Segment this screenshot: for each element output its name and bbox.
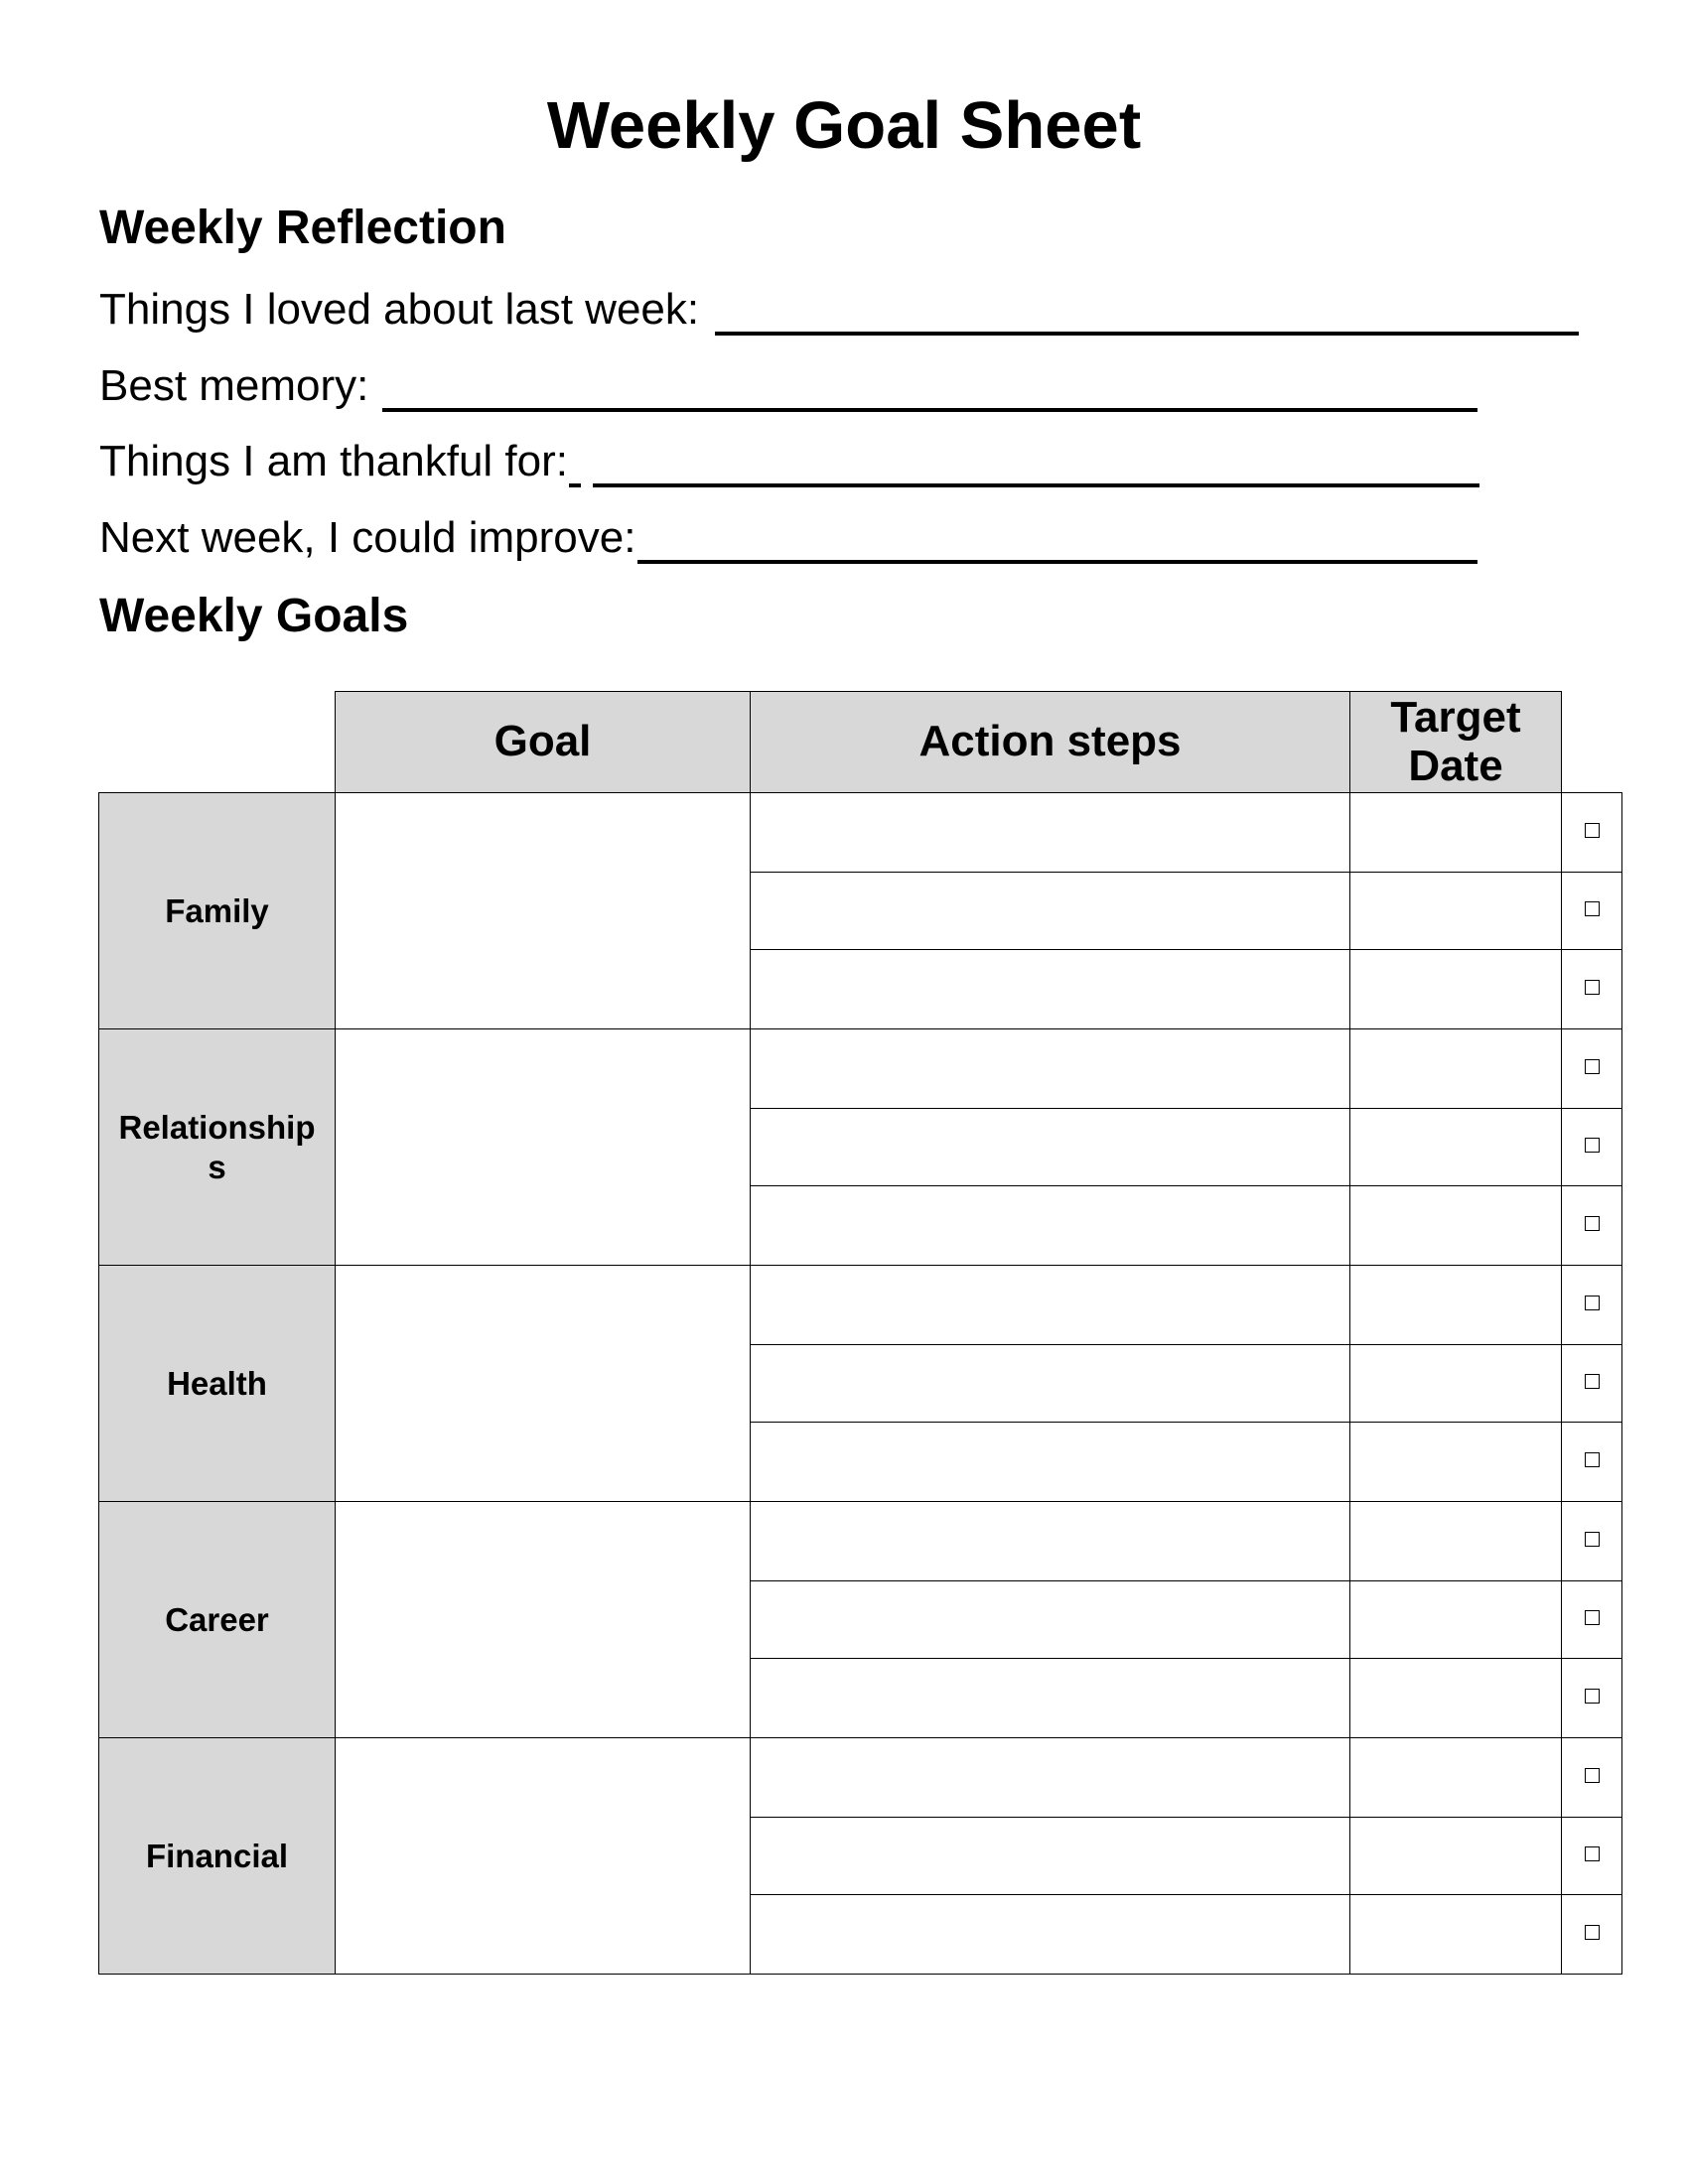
reflection-answer-stub-thankful: [569, 483, 581, 487]
target-date-cell[interactable]: [1350, 1581, 1562, 1659]
column-header-goal: Goal: [336, 692, 751, 793]
table-row: [99, 1502, 1622, 1581]
target-date-cell[interactable]: [1350, 1266, 1562, 1345]
goal-cell[interactable]: [336, 1502, 751, 1738]
category-label: Career: [165, 1600, 269, 1638]
checkbox-cell: [1562, 1895, 1622, 1975]
completion-checkbox[interactable]: [1585, 1768, 1600, 1783]
checkbox-cell: [1562, 1266, 1622, 1345]
category-cell: [99, 1502, 336, 1738]
reflection-prompt-memory: Best memory:: [99, 361, 369, 410]
action-step-cell[interactable]: [751, 1266, 1350, 1345]
target-date-cell[interactable]: [1350, 1186, 1562, 1266]
completion-checkbox[interactable]: [1585, 823, 1600, 838]
completion-checkbox[interactable]: [1585, 1610, 1600, 1625]
table-header-row: [99, 692, 1622, 793]
checkbox-cell: [1562, 950, 1622, 1029]
category-cell: [99, 1738, 336, 1975]
header-blank-check: [1562, 692, 1622, 793]
reflection-prompt-improve: Next week, I could improve:: [99, 513, 636, 562]
reflection-row-improve: [99, 504, 1477, 564]
action-step-cell[interactable]: [751, 1186, 1350, 1266]
header-blank-corner: [99, 692, 336, 793]
category-cell: [99, 793, 336, 1029]
table-row: [99, 1029, 1622, 1109]
goal-cell[interactable]: [336, 1738, 751, 1975]
action-step-cell[interactable]: [751, 1029, 1350, 1109]
action-step-cell[interactable]: [751, 1345, 1350, 1423]
reflection-answer-line-thankful[interactable]: [593, 483, 1479, 487]
checkbox-cell: [1562, 793, 1622, 873]
column-header-target-date: Target Date: [1350, 692, 1562, 793]
action-step-cell[interactable]: [751, 1818, 1350, 1895]
category-label: Family: [165, 891, 269, 929]
completion-checkbox[interactable]: [1585, 1846, 1600, 1861]
checkbox-cell: [1562, 1345, 1622, 1423]
action-step-cell[interactable]: [751, 1659, 1350, 1738]
category-label: Relationships: [118, 1108, 316, 1185]
checkbox-cell: [1562, 1029, 1622, 1109]
action-step-cell[interactable]: [751, 873, 1350, 950]
completion-checkbox[interactable]: [1585, 980, 1600, 995]
checkbox-cell: [1562, 1659, 1622, 1738]
checkbox-cell: [1562, 1423, 1622, 1502]
completion-checkbox[interactable]: [1585, 1452, 1600, 1467]
checkbox-cell: [1562, 1738, 1622, 1818]
goal-cell[interactable]: [336, 793, 751, 1029]
reflection-prompt-thankful: Things I am thankful for:: [99, 437, 568, 485]
table-row: [99, 1266, 1622, 1345]
category-label: Financial: [145, 1837, 289, 1874]
category-label: Health: [167, 1364, 267, 1402]
target-date-cell[interactable]: [1350, 1738, 1562, 1818]
action-step-cell[interactable]: [751, 1423, 1350, 1502]
checkbox-cell: [1562, 1502, 1622, 1581]
completion-checkbox[interactable]: [1585, 1296, 1600, 1310]
page-title: Weekly Goal Sheet: [546, 88, 1142, 163]
completion-checkbox[interactable]: [1585, 1532, 1600, 1547]
action-step-cell[interactable]: [751, 950, 1350, 1029]
table-row: [99, 1738, 1622, 1818]
completion-checkbox[interactable]: [1585, 1374, 1600, 1389]
action-step-cell[interactable]: [751, 1502, 1350, 1581]
completion-checkbox[interactable]: [1585, 901, 1600, 916]
completion-checkbox[interactable]: [1585, 1059, 1600, 1074]
checkbox-cell: [1562, 1109, 1622, 1186]
reflection-answer-line-loved[interactable]: [715, 332, 1579, 336]
category-cell: [99, 1029, 336, 1266]
checkbox-cell: [1562, 1818, 1622, 1895]
category-cell: [99, 1266, 336, 1502]
target-date-cell[interactable]: [1350, 1423, 1562, 1502]
target-date-cell[interactable]: [1350, 1029, 1562, 1109]
goal-cell[interactable]: [336, 1266, 751, 1502]
target-date-cell[interactable]: [1350, 1502, 1562, 1581]
reflection-row-loved: [99, 276, 1579, 336]
action-step-cell[interactable]: [751, 793, 1350, 873]
completion-checkbox[interactable]: [1585, 1216, 1600, 1231]
reflection-answer-line-improve[interactable]: [637, 560, 1477, 564]
action-step-cell[interactable]: [751, 1581, 1350, 1659]
target-date-cell[interactable]: [1350, 873, 1562, 950]
weekly-goals-heading: Weekly Goals: [99, 590, 409, 642]
action-step-cell[interactable]: [751, 1895, 1350, 1975]
reflection-row-thankful: [99, 428, 1479, 487]
target-date-cell[interactable]: [1350, 1818, 1562, 1895]
checkbox-cell: [1562, 1581, 1622, 1659]
action-step-cell[interactable]: [751, 1738, 1350, 1818]
target-date-cell[interactable]: [1350, 1659, 1562, 1738]
weekly-reflection-heading: Weekly Reflection: [99, 202, 506, 254]
weekly-goals-table: [98, 691, 1622, 1975]
target-date-cell[interactable]: [1350, 950, 1562, 1029]
completion-checkbox[interactable]: [1585, 1925, 1600, 1940]
target-date-cell[interactable]: [1350, 1109, 1562, 1186]
checkbox-cell: [1562, 873, 1622, 950]
reflection-prompt-loved: Things I loved about last week:: [99, 285, 700, 334]
completion-checkbox[interactable]: [1585, 1689, 1600, 1704]
reflection-row-memory: [99, 352, 1477, 412]
completion-checkbox[interactable]: [1585, 1138, 1600, 1153]
target-date-cell[interactable]: [1350, 1895, 1562, 1975]
reflection-answer-line-memory[interactable]: [382, 408, 1477, 412]
checkbox-cell: [1562, 1186, 1622, 1266]
goal-cell[interactable]: [336, 1029, 751, 1266]
target-date-cell[interactable]: [1350, 793, 1562, 873]
action-step-cell[interactable]: [751, 1109, 1350, 1186]
target-date-cell[interactable]: [1350, 1345, 1562, 1423]
column-header-action-steps: Action steps: [751, 692, 1350, 793]
table-row: [99, 793, 1622, 873]
